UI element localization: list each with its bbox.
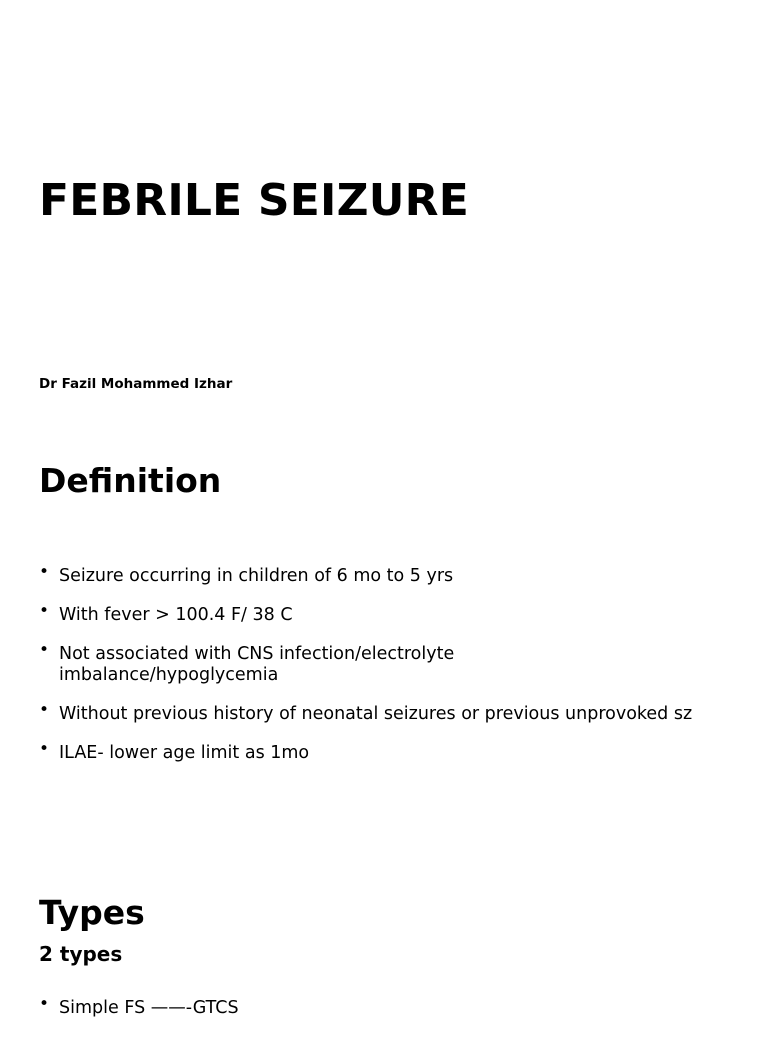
list-item-text: ILAE- lower age limit as 1mo — [59, 742, 310, 763]
document-title: FEBRILE SEIZURE — [39, 175, 470, 226]
list-item-text: Seizure occurring in children of 6 mo to 5 yrs — [59, 566, 454, 586]
list-item-text: With fever > 100.4 F/ 38 C — [59, 605, 293, 625]
definition-heading: Definition — [39, 461, 222, 500]
list-item — [39, 994, 739, 1019]
types-subheading: 2 types — [39, 942, 123, 966]
list-item — [39, 699, 739, 725]
bullet-icon: • — [39, 738, 50, 759]
types-heading: Types — [39, 893, 145, 932]
list-item — [39, 562, 739, 587]
list-item — [39, 738, 739, 764]
list-item-text: Not associated with CNS infection/electrolyte imbalance/hypoglycemia — [59, 644, 455, 685]
author-name: Dr Fazil Mohammed Izhar — [39, 376, 233, 392]
bullet-icon: • — [39, 601, 50, 621]
list-item — [39, 640, 739, 685]
definition-list — [39, 562, 739, 782]
bullet-icon: • — [39, 640, 50, 660]
bullet-icon: • — [39, 562, 50, 582]
types-list — [39, 994, 739, 1037]
bullet-icon: • — [39, 699, 50, 720]
bullet-icon: • — [39, 994, 50, 1014]
list-item-text: Simple FS ——-GTCS — [59, 998, 239, 1018]
list-item-text: Without previous history of neonatal seizures or previous unprovoked sz — [59, 703, 693, 724]
list-item — [39, 601, 739, 626]
